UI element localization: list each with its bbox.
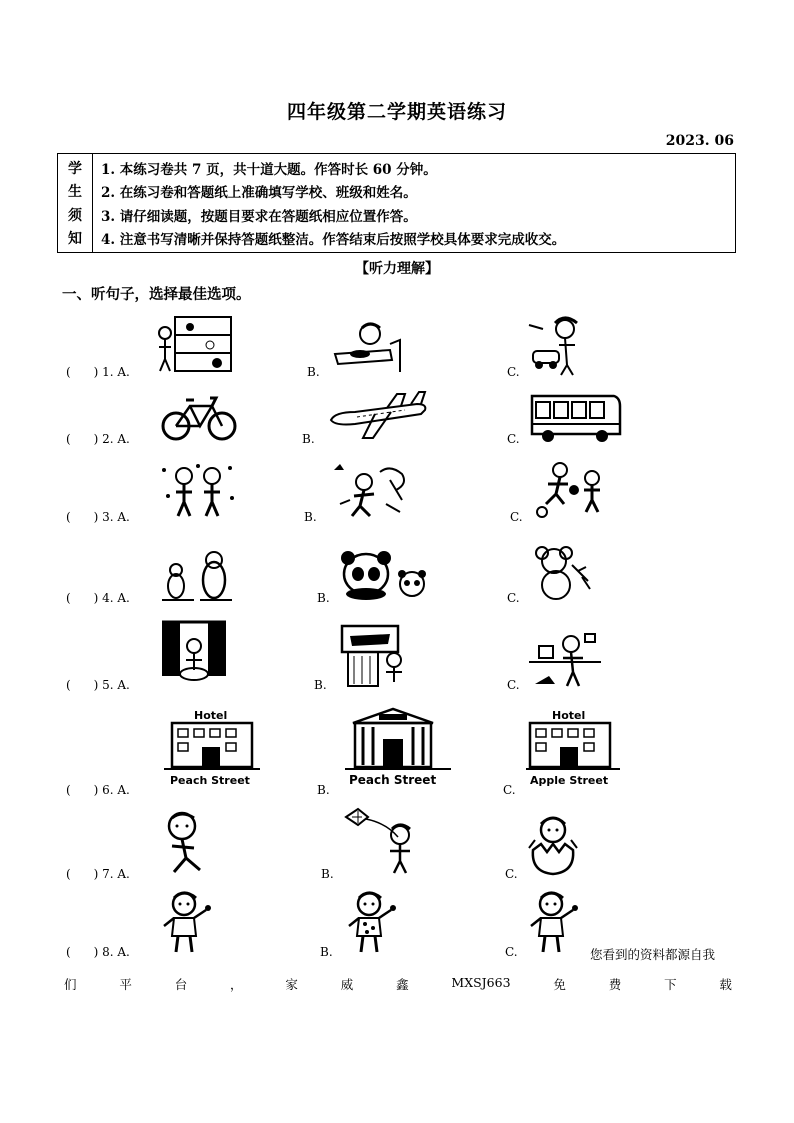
picture-stage-curtain	[160, 620, 228, 690]
option-c-label: C.	[505, 867, 518, 881]
notice-item: 4. 注意书写清晰并保持答题纸整洁。作答结束后按照学校具体要求完成收交。	[101, 232, 566, 249]
question-row	[0, 620, 794, 710]
question-row	[0, 805, 794, 895]
question-number: ( ) 2. A.	[66, 432, 130, 446]
option-b-label: B.	[314, 678, 327, 692]
notice-item: 3. 请仔细读题，按题目要求在答题纸相应位置作答。	[101, 208, 417, 225]
option-b-label: B.	[307, 365, 320, 379]
option-c-label: C.	[507, 365, 520, 379]
notice-item: 1. 本练习卷共 7 页，共十道大题。作答时长 60 分钟。	[101, 161, 437, 178]
footer-token: 威	[340, 977, 354, 992]
picture-child-standing	[160, 890, 215, 955]
question-number: ( ) 4. A.	[66, 591, 130, 605]
picture-child-waving	[527, 890, 582, 955]
notice-items	[93, 154, 735, 252]
question-number: ( ) 7. A.	[66, 867, 130, 881]
option-c-label: C.	[503, 783, 516, 797]
footer-token: 家	[285, 977, 298, 992]
question-row	[0, 705, 794, 795]
footer-token: 们	[64, 977, 77, 992]
picture-child-eating	[330, 320, 405, 375]
picture-child-kite	[342, 807, 422, 877]
footer-line	[64, 975, 732, 993]
picture-child-rain	[330, 460, 410, 520]
picture-child-dotted-shirt	[345, 890, 400, 955]
picture-shop-shelf	[155, 315, 235, 375]
footer-source-text: 您看到的资料都源自我	[590, 947, 716, 962]
footer-token: 平	[119, 977, 132, 992]
footer-token: 免	[553, 977, 566, 992]
footer-token: 下	[664, 977, 677, 992]
notice-box	[57, 153, 736, 253]
picture-children-snow	[158, 462, 238, 520]
bicycle-icon	[160, 390, 238, 442]
picture-animals-standing	[158, 550, 238, 605]
option-c-label: C.	[510, 510, 523, 524]
notice-label-char: 知	[68, 231, 82, 248]
picture-child-running	[160, 810, 215, 880]
section-header: 【听力理解】	[355, 261, 439, 277]
notice-label-char: 生	[68, 184, 82, 201]
svg-text:Peach Street: Peach Street	[170, 774, 250, 787]
footer-token: MXSJ663	[451, 975, 511, 990]
question-number: ( ) 8. A.	[66, 945, 130, 959]
notice-item: 2. 在练习卷和答题纸上准确填写学校、班级和姓名。	[101, 185, 417, 202]
page-title: 四年级第二学期英语练习	[286, 101, 507, 123]
footer-token: 鑫	[396, 977, 409, 992]
footer-token: 费	[608, 977, 622, 992]
footer-token: 台	[174, 977, 188, 992]
notice-label-char: 学	[68, 160, 82, 177]
picture-child-cinema	[340, 622, 412, 690]
option-c-label: C.	[507, 432, 520, 446]
svg-text:Hotel: Hotel	[194, 709, 228, 722]
question-row	[0, 890, 794, 980]
option-c-label: C.	[507, 678, 520, 692]
airplane-icon	[325, 390, 430, 442]
option-c-label: C.	[507, 591, 520, 605]
section-instruction: 一、听句子，选择最佳选项。	[62, 286, 251, 303]
option-b-label: B.	[304, 510, 317, 524]
svg-text:Peach Street: Peach Street	[349, 773, 437, 787]
option-c-label: C.	[505, 945, 518, 959]
footer-token: 载	[719, 977, 732, 992]
picture-hotel-peach-street	[162, 707, 262, 792]
question-number: ( ) 5. A.	[66, 678, 130, 692]
option-b-label: B.	[302, 432, 315, 446]
picture-children-playing	[530, 460, 610, 520]
option-b-label: B.	[317, 591, 330, 605]
picture-child-cleaning	[525, 630, 605, 690]
option-b-label: B.	[321, 867, 334, 881]
picture-pandas	[340, 550, 430, 602]
picture-hotel-apple-street	[524, 707, 624, 792]
picture-child-hatching	[525, 810, 585, 880]
picture-museum-peach-street	[343, 705, 453, 790]
exam-date: 2023. 06	[665, 133, 734, 149]
notice-label-char: 须	[68, 207, 82, 224]
question-row	[0, 460, 794, 550]
svg-text:Apple Street: Apple Street	[530, 774, 609, 787]
svg-text:Hotel: Hotel	[552, 709, 586, 722]
question-number: ( ) 6. A.	[66, 783, 130, 797]
question-number: ( ) 1. A.	[66, 365, 130, 379]
question-number: ( ) 3. A.	[66, 510, 130, 524]
picture-koala-tree	[528, 545, 593, 605]
option-b-label: B.	[320, 945, 333, 959]
footer-token: ，	[230, 977, 243, 992]
notice-label	[58, 154, 93, 252]
bus-icon	[528, 390, 623, 445]
option-b-label: B.	[317, 783, 330, 797]
picture-child-toy-car	[525, 315, 595, 377]
